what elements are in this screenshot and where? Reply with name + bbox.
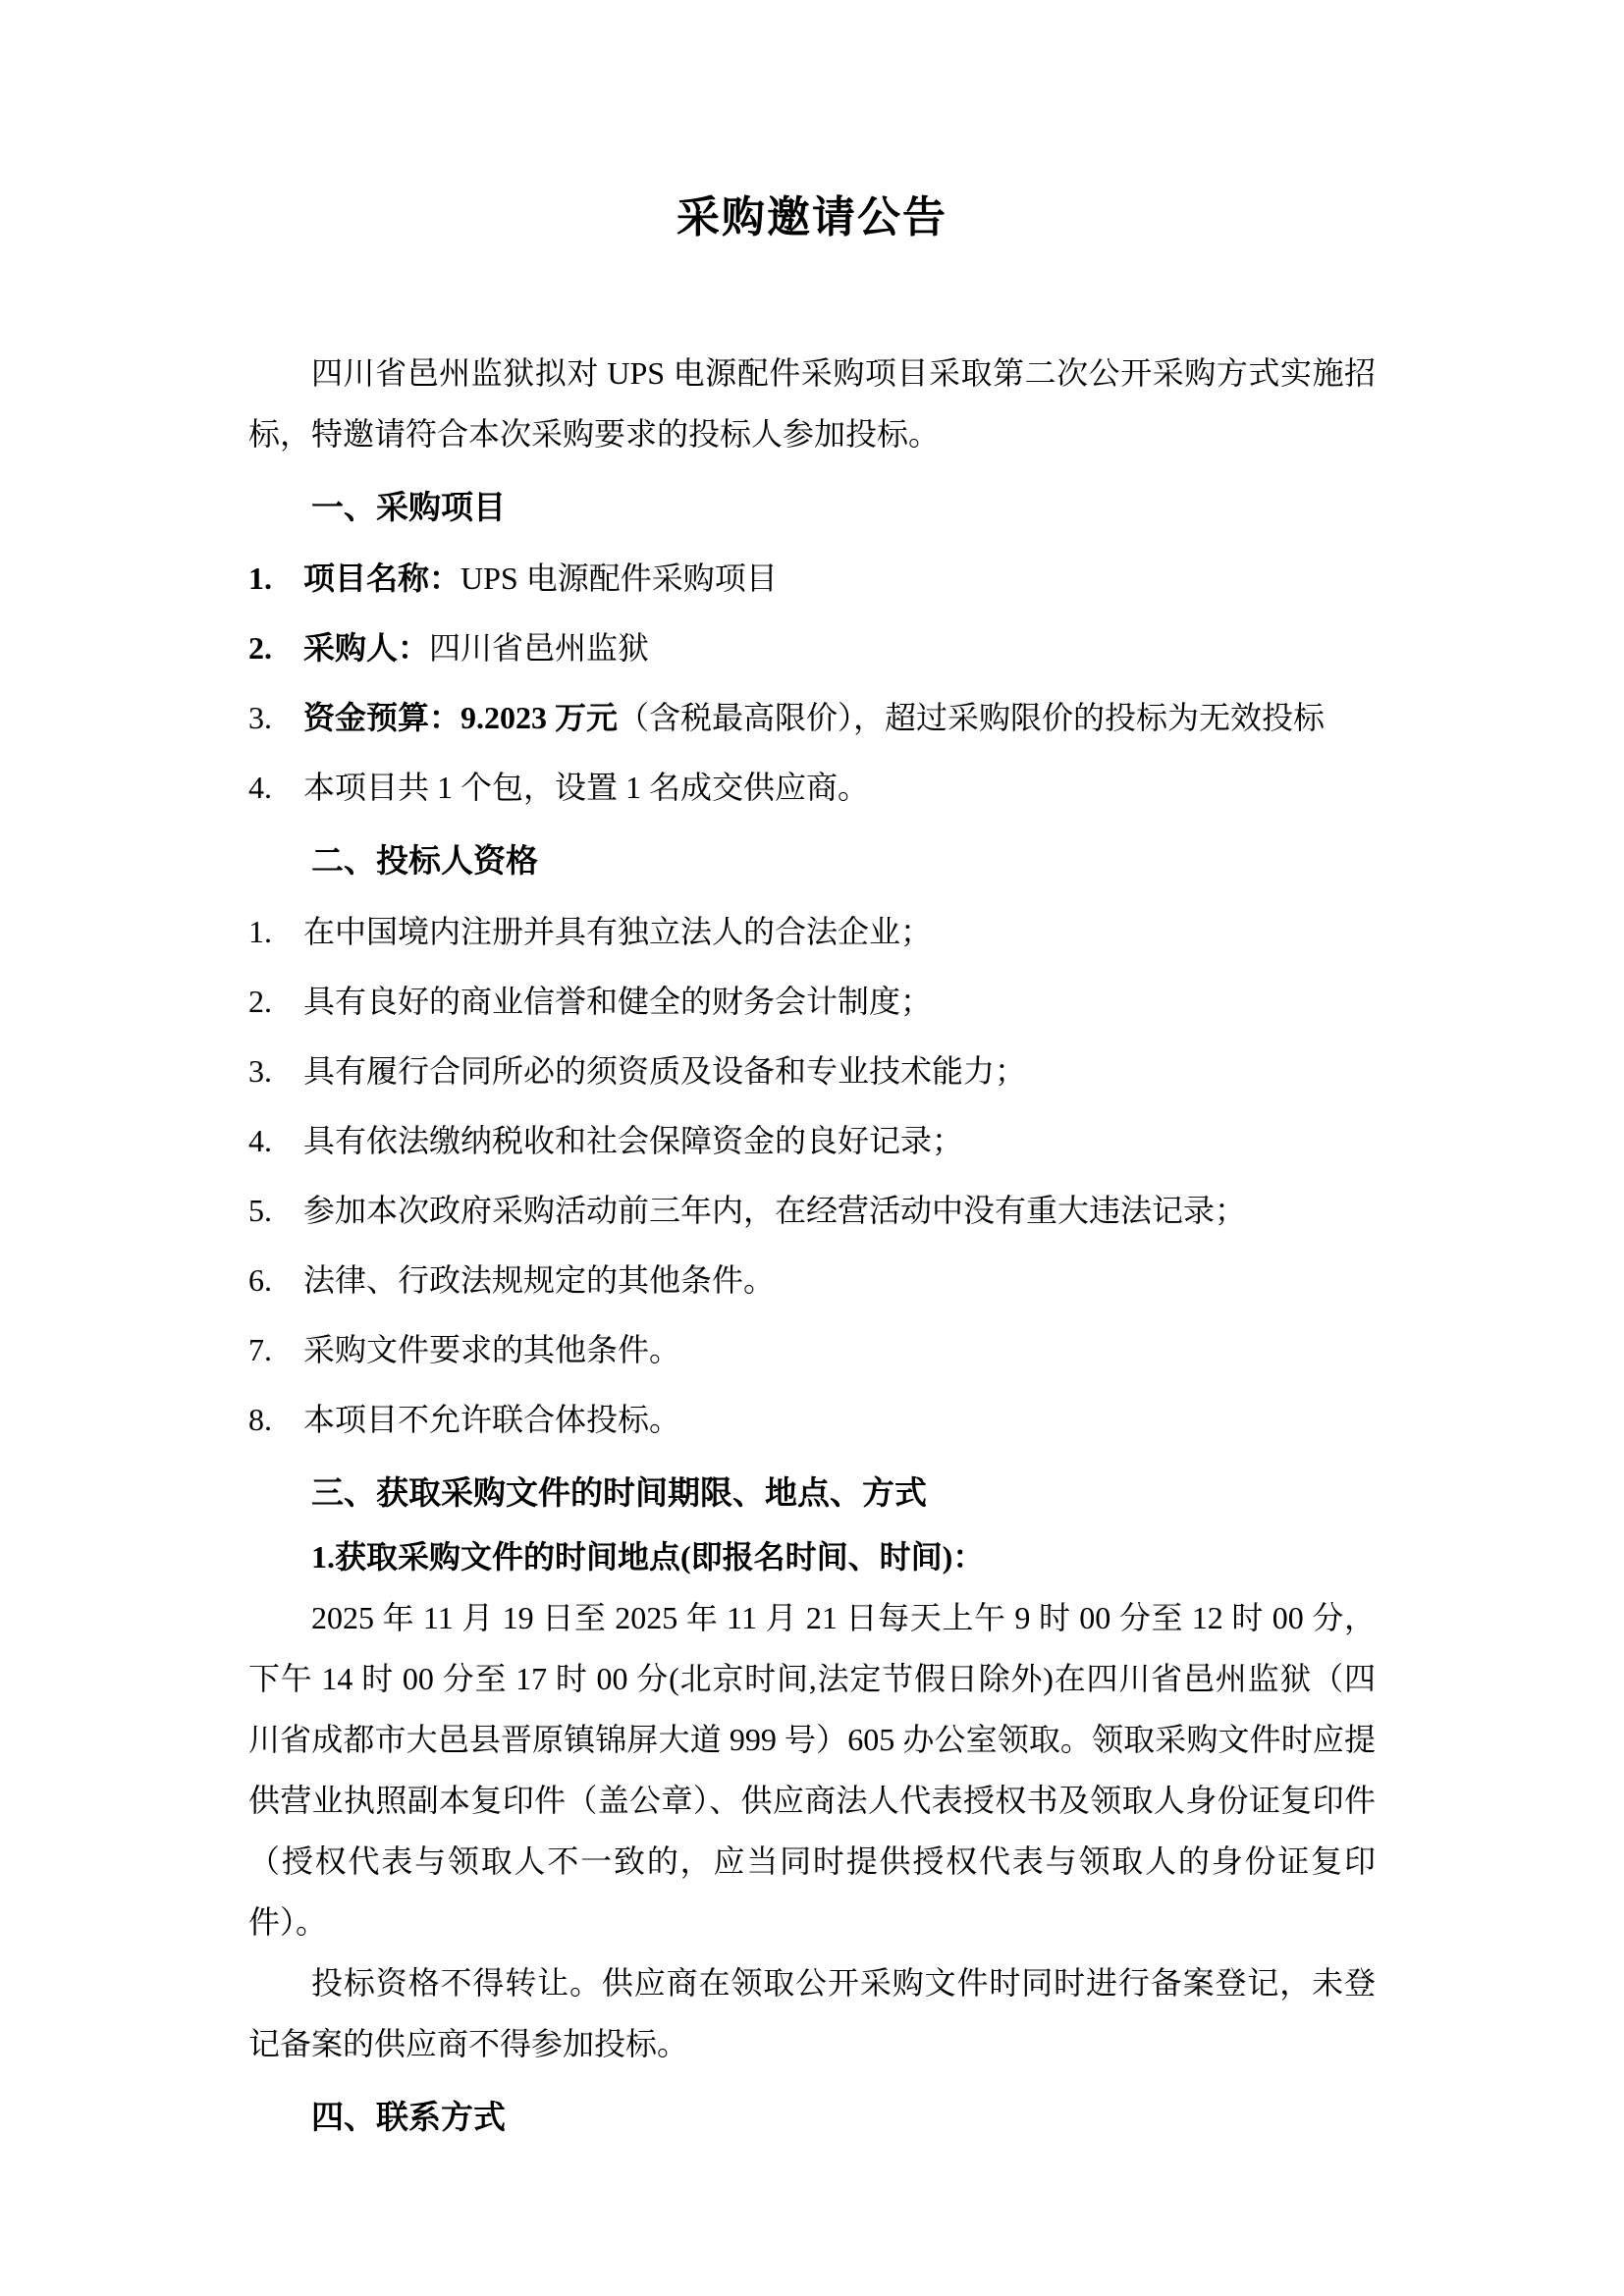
list-item (248, 971, 1376, 1032)
section3-paragraph-2: 投标资格不得转让。供应商在领取公开采购文件时同时进行备案登记，未登记备案的供应商不得参加投标。 (248, 1965, 1376, 2061)
item-text: 具有履行合同所必的须资质及设备和专业技术能力； (303, 1053, 1027, 1089)
item-text: 在中国境内注册并具有独立法人的合法企业； (303, 914, 933, 949)
item-value: （含税最高限价），超过采购限价的投标为无效投标 (618, 700, 1326, 735)
item-number: 1. (248, 561, 272, 596)
section3-subheading: 1.获取采购文件的时间地点(即报名时间、时间)： (311, 1539, 985, 1575)
item-value: 四川省邑州监狱 (429, 630, 650, 666)
list-item (248, 1180, 1376, 1241)
item-text (303, 687, 1376, 748)
section4-heading: 四、联系方式 (311, 2101, 506, 2136)
item-number: 4. (248, 770, 272, 805)
list-item (248, 757, 1376, 818)
item-label: 项目名称： (303, 561, 461, 596)
list-item (248, 1041, 1376, 1101)
item-number: 5. (248, 1193, 272, 1228)
item-value: 本项目共 1 个包，设置 1 名成交供应商。 (303, 770, 870, 805)
item-number: 8. (248, 1402, 272, 1437)
item-number: 7. (248, 1332, 272, 1367)
item-text: 本项目不允许联合体投标。 (303, 1402, 681, 1437)
item-number: 2. (248, 984, 272, 1019)
section3-heading: 三、获取采购文件的时间期限、地点、方式 (311, 1476, 927, 1512)
item-text: 参加本次政府采购活动前三年内，在经营活动中没有重大违法记录； (303, 1193, 1247, 1228)
section1-heading: 一、采购项目 (311, 491, 506, 526)
item-number: 6. (248, 1262, 272, 1298)
list-item (248, 548, 1376, 609)
item-text (303, 617, 1376, 678)
item-number: 3. (248, 1053, 272, 1089)
list-item (248, 901, 1376, 962)
list-item (248, 1110, 1376, 1171)
list-item (248, 1250, 1376, 1310)
item-text: 具有良好的商业信誉和健全的财务会计制度； (303, 984, 933, 1019)
item-number: 1. (248, 914, 272, 949)
list-item (248, 1389, 1376, 1450)
item-text (303, 548, 1376, 609)
section2-heading: 二、投标人资格 (311, 844, 538, 880)
item-label: 采购人： (303, 630, 430, 666)
list-item (248, 617, 1376, 678)
item-number: 3. (248, 700, 272, 735)
item-value: UPS 电源配件采购项目 (460, 561, 778, 596)
item-text: 采购文件要求的其他条件。 (303, 1332, 681, 1367)
intro-paragraph: 四川省邑州监狱拟对 UPS 电源配件采购项目采取第二次公开采购方式实施招标，特邀请符合本次采购要求的投标人参加投标。 (248, 355, 1376, 452)
item-text: 具有依法缴纳税收和社会保障资金的良好记录； (303, 1123, 964, 1158)
page-title: 采购邀请公告 (677, 193, 947, 241)
item-text (303, 757, 1376, 818)
list-item (248, 687, 1376, 748)
item-number: 4. (248, 1123, 272, 1158)
section3-paragraph-1: 2025 年 11 月 19 日至 2025 年 11 月 21 日每天上午 9 时 00 分至 12 时 00 分，下午 14 时 00 分至 17 时 00 分(北京时间,法定节假日除外)在四川省邑州监狱（四川省成都市大邑县晋原镇锦屏大道 999 号）605 办公室领取。领取采购文件时应提供营业执照副本复印件（盖公章）、供应商法人代表授权书及领取人身份证复印件（授权代表与领取人不一致的，应当同时提供授权代表与领取人的身份证复印件）。 (248, 1600, 1376, 1940)
item-label: 资金预算：9.2023 万元 (303, 700, 619, 735)
item-text: 法律、行政法规规定的其他条件。 (303, 1262, 776, 1298)
item-number: 2. (248, 630, 272, 666)
list-item (248, 1319, 1376, 1380)
